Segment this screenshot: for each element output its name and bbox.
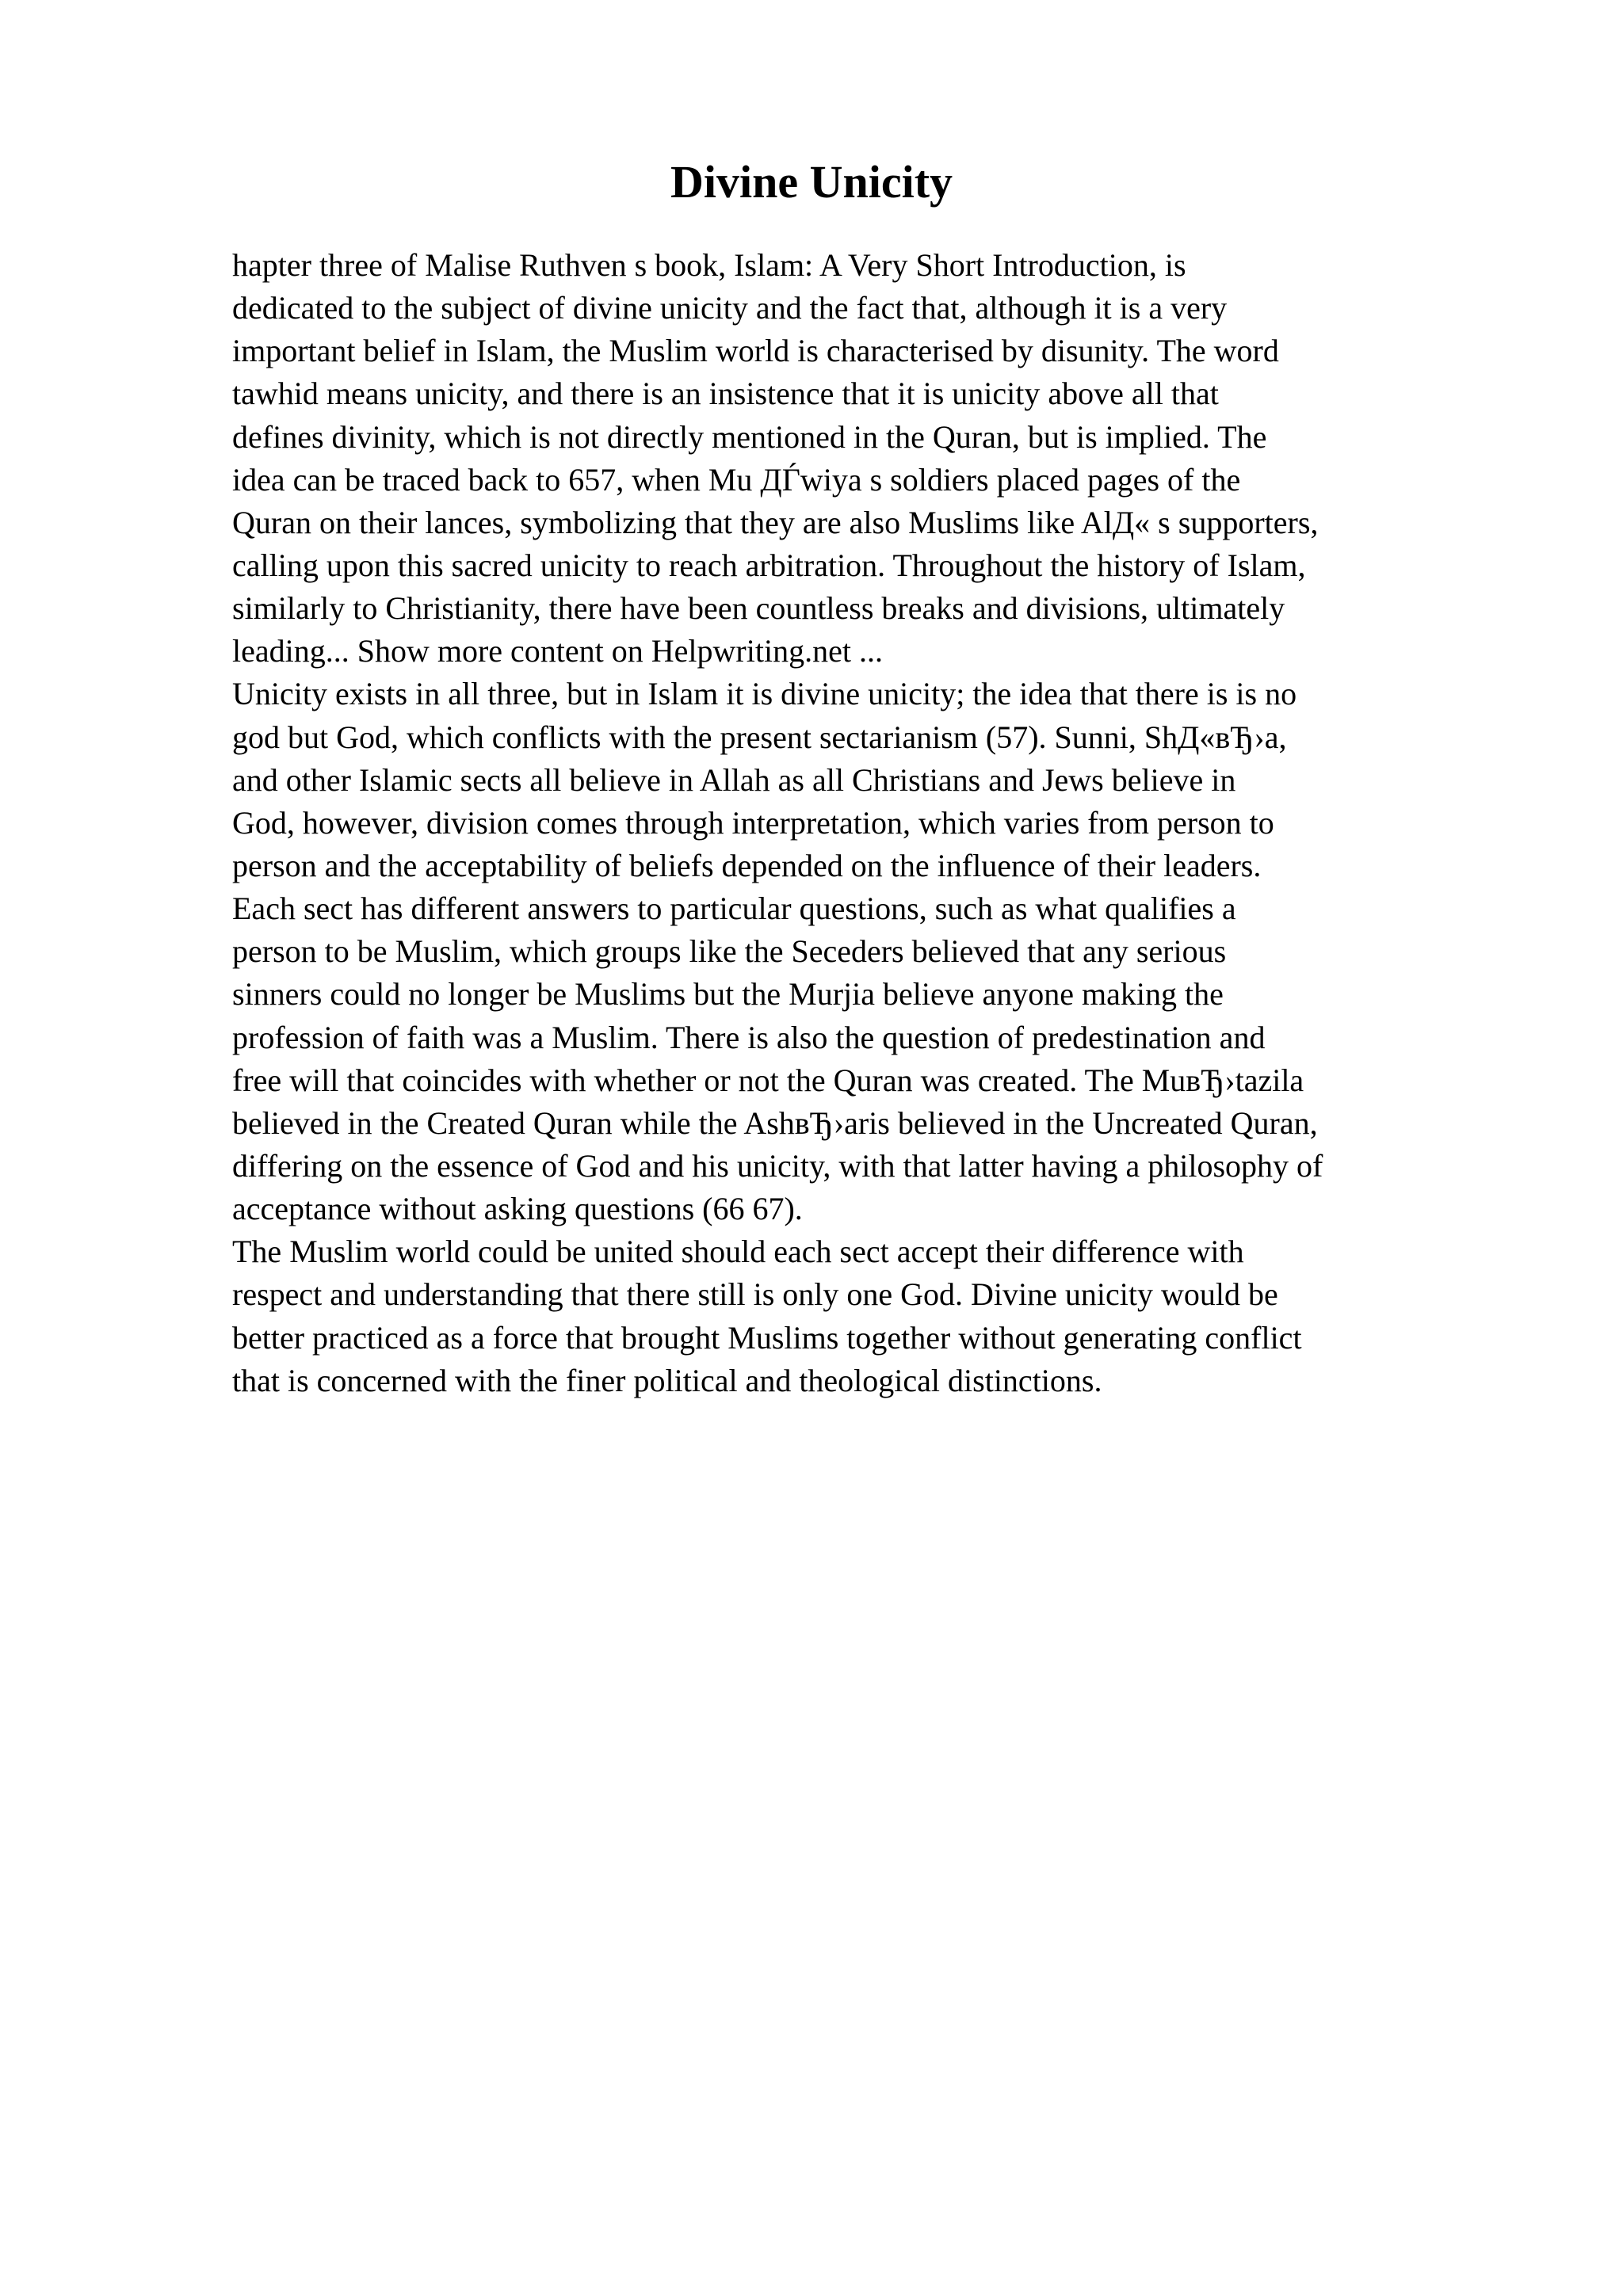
text-line: idea can be traced back to 657, when Mu ДЃwiya s soldiers placed pages of the (232, 461, 1241, 498)
text-line: and other Islamic sects all believe in Allah as all Christians and Jews believe in (232, 761, 1236, 798)
text-line: defines divinity, which is not directly mentioned in the Quran, but is implied. The (232, 418, 1267, 455)
text-line: person and the acceptability of beliefs depended on the influence of their leaders. (232, 847, 1262, 883)
text-line: Unicity exists in all three, but in Islam it is divine unicity; the idea that there is is no (232, 676, 1297, 712)
text-line: leading... Show more content on Helpwriting.net ... (232, 633, 883, 669)
text-line: dedicated to the subject of divine unicity and the fact that, although it is a very (232, 290, 1228, 326)
text-line: God, however, division comes through interpretation, which varies from person to (232, 804, 1274, 841)
text-line: Quran on their lances, symbolizing that they are also Muslims like AlД« s supporters, (232, 504, 1319, 540)
text-line: The Muslim world could be united should each sect accept their difference with (232, 1234, 1244, 1270)
text-line: differing on the essence of God and his unicity, with that latter having a philosophy of (232, 1147, 1323, 1184)
text-line: free will that coincides with whether or not the Quran was created. The MuвЂ›tazila (232, 1062, 1304, 1098)
text-line: sinners could no longer be Muslims but the Murjia believe anyone making the (232, 976, 1224, 1013)
text-line: profession of faith was a Muslim. There is also the question of predestination and (232, 1019, 1266, 1055)
text-line: better practiced as a force that brought Muslims together without generating conflict (232, 1319, 1302, 1356)
text-line: respect and understanding that there still is only one God. Divine unicity would be (232, 1276, 1278, 1313)
text-line: god but God, which conflicts with the present sectarianism (57). Sunni, ShД«вЂ›a, (232, 719, 1287, 755)
text-line: believed in the Created Quran while the AshвЂ›aris believed in the Uncreated Quran, (232, 1104, 1318, 1141)
text-line: that is concerned with the finer political and theological distinctions. (232, 1362, 1102, 1398)
text-line: important belief in Islam, the Muslim world is characterised by disunity. The word (232, 333, 1279, 369)
text-line: hapter three of Malise Ruthven s book, Islam: A Very Short Introduction, is (232, 247, 1186, 283)
text-line: tawhid means unicity, and there is an insistence that it is unicity above all that (232, 376, 1219, 412)
text-line: calling upon this sacred unicity to reach arbitration. Throughout the history of Islam, (232, 547, 1306, 583)
document-title: Divine Unicity (670, 156, 953, 208)
text-line: similarly to Christianity, there have been countless breaks and divisions, ultimately (232, 590, 1285, 627)
text-line: Each sect has different answers to particular questions, such as what qualifies a (232, 891, 1236, 927)
document-body (232, 244, 1548, 1402)
text-line: person to be Muslim, which groups like the Seceders believed that any serious (232, 933, 1227, 970)
text-line: acceptance without asking questions (66 67). (232, 1191, 803, 1227)
